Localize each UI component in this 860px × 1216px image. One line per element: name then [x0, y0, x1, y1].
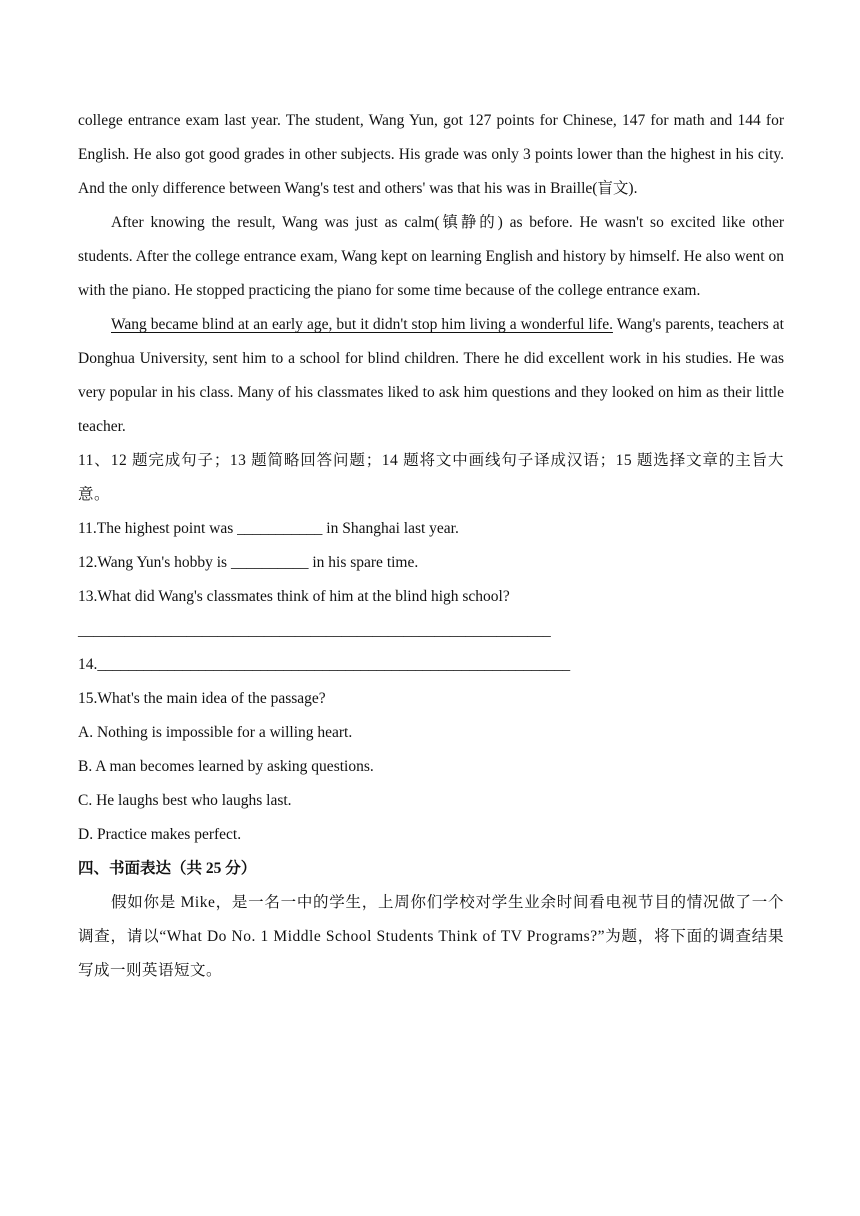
- option-b: B. A man becomes learned by asking questions.: [78, 758, 374, 775]
- option-d: D. Practice makes perfect.: [78, 826, 242, 843]
- q11-blank[interactable]: ___________: [237, 520, 323, 537]
- option-c: C. He laughs best who laughs last.: [78, 792, 292, 809]
- option-a: A. Nothing is impossible for a willing heart.: [78, 724, 353, 741]
- passage-paragraph-3: [78, 308, 784, 444]
- passage-paragraph-1: college entrance exam last year. The student, Wang Yun, got 127 points for Chinese, 147 for math and 144 for English. He also got good grades in other subjects. His grade was only 3 points lower than the highest in his city. And the only difference between Wang's test and others' was that his was in Braille(盲文).: [78, 112, 784, 197]
- passage-paragraph-2: After knowing the result, Wang was just as calm(镇静的) as before. He wasn't so excited like other students. After the college entrance exam, Wang kept on learning English and history by himself. He also went on with the piano. He stopped practicing the piano for some time because of the college entrance exam.: [78, 214, 784, 299]
- section-4-heading: 四、书面表达（共 25 分）: [78, 860, 257, 877]
- passage-paragraph-3-rest: Wang's parents, teachers at Donghua University, sent him to a school for blind children. There he did excellent work in his studies. He was very popular in his class. Many of his classmates liked to ask him questions and they looked on him as their little teacher.: [78, 316, 784, 435]
- q14-answer-line[interactable]: _____________________________________________________________: [97, 656, 571, 673]
- document-page: [78, 104, 784, 988]
- q13-answer-line[interactable]: _____________________________________________________________: [78, 622, 551, 639]
- question-11: 11.The highest point was ___________ in Shanghai last year.: [78, 520, 459, 537]
- question-13: 13.What did Wang's classmates think of him at the blind high school?: [78, 588, 510, 605]
- q12-blank[interactable]: __________: [230, 554, 309, 571]
- question-14: 14._____________________________________________________________: [78, 656, 571, 673]
- instructions: 11、12 题完成句子；13 题简略回答问题；14 题将文中画线句子译成汉语；15 题选择文章的主旨大意。: [78, 452, 784, 503]
- underlined-sentence: Wang became blind at an early age, but it didn't stop him living a wonderful life.: [111, 316, 613, 333]
- question-12: 12.Wang Yun's hobby is __________ in his spare time.: [78, 554, 419, 571]
- question-15: 15.What's the main idea of the passage?: [78, 690, 326, 707]
- writing-prompt: 假如你是 Mike，是一名一中的学生，上周你们学校对学生业余时间看电视节目的情况做了一个调查，请以“What Do No. 1 Middle School Students Think of TV Programs?”为题，将下面的调查结果写成一则英语短文。: [78, 894, 784, 979]
